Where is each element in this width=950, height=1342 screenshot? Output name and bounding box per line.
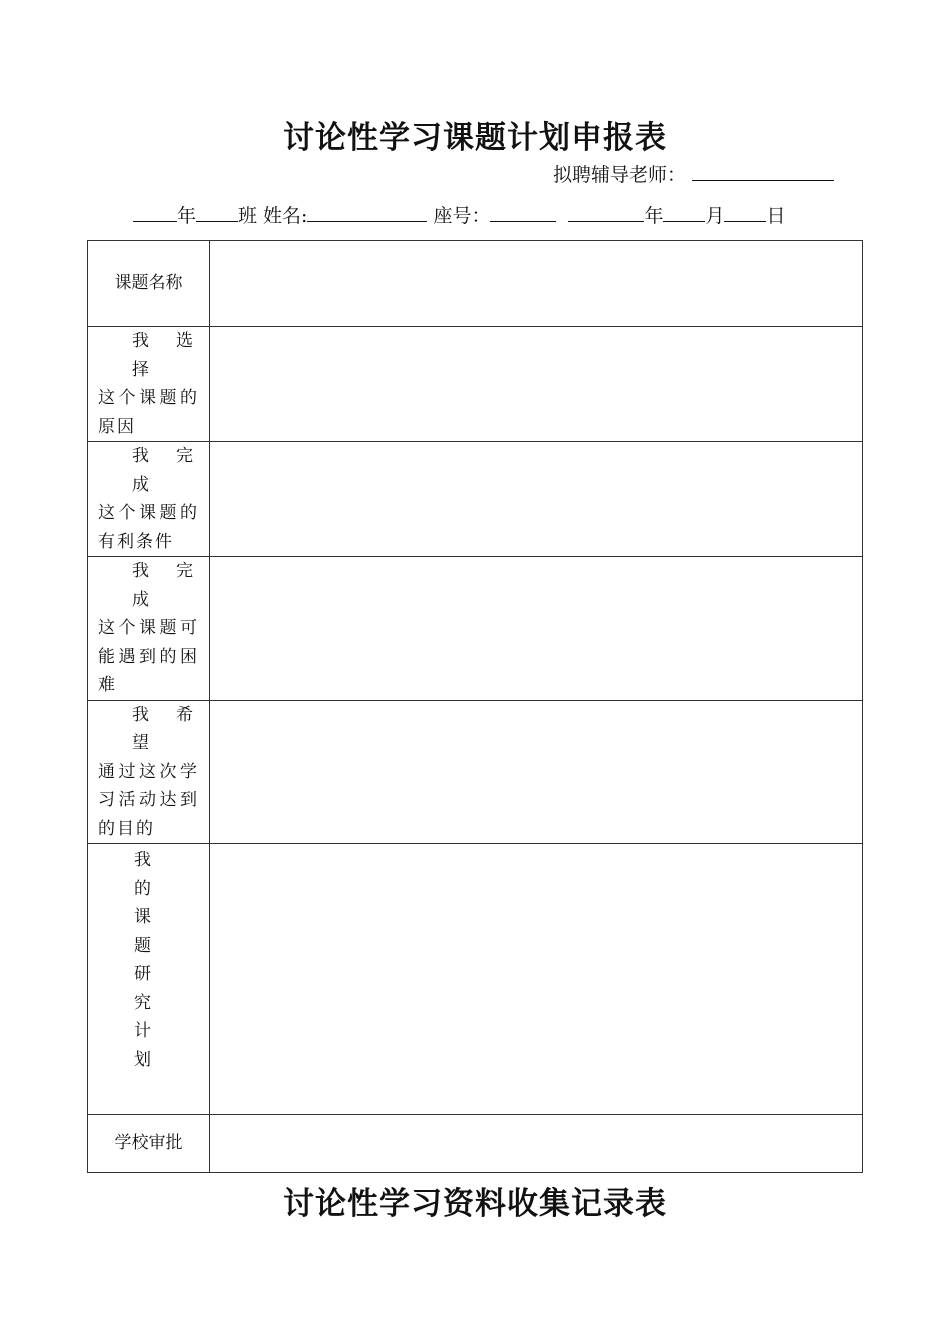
- form-title: 讨论性学习课题计划申报表: [283, 120, 667, 156]
- month-suffix: 月: [705, 205, 725, 227]
- topic-field[interactable]: [210, 241, 863, 327]
- row-label-char: 的: [134, 878, 151, 899]
- table-row: [88, 241, 863, 327]
- row-label-char: 究: [134, 992, 151, 1013]
- second-form-title: 讨论性学习资料收集记录表: [283, 1186, 667, 1222]
- row-label-char: 研: [134, 964, 151, 984]
- row-label-line: 我完成: [132, 446, 199, 495]
- month-blank[interactable]: [663, 201, 705, 222]
- row-label-line: 我希望: [132, 704, 199, 753]
- row-label-char: 计: [134, 1021, 151, 1041]
- row-label-char: 课: [134, 907, 151, 927]
- difficulties-field[interactable]: [210, 557, 863, 701]
- row-label-line: 通过这次学习活动达到的目的: [98, 761, 199, 839]
- year-blank[interactable]: [568, 201, 644, 222]
- day-blank[interactable]: [724, 201, 766, 222]
- class-blank[interactable]: [196, 201, 238, 222]
- table-row: [88, 844, 863, 1115]
- advisor-label: 拟聘辅导老师：: [553, 164, 687, 186]
- day-suffix: 日: [766, 205, 786, 227]
- table-row: [88, 557, 863, 701]
- row-label-line: 我选择: [132, 331, 199, 380]
- row-label-line: 这个课题的原因: [98, 388, 199, 437]
- research-plan-field[interactable]: [210, 844, 863, 1115]
- year-suffix: 年: [644, 205, 664, 227]
- name-blank[interactable]: [307, 201, 427, 222]
- advisor-line: [553, 160, 834, 187]
- table-row: [88, 1115, 863, 1173]
- class-suffix: 班: [238, 205, 258, 227]
- row-label-advantages: [88, 442, 210, 557]
- row-label-line: 这个课题的有利条件: [98, 503, 199, 552]
- student-info-line: [133, 201, 786, 228]
- name-label: 姓名:: [263, 205, 308, 227]
- project-plan-table: [87, 240, 863, 1173]
- row-label-line: 我完成: [132, 561, 199, 610]
- row-label-char: 我: [134, 850, 151, 870]
- grade-blank[interactable]: [133, 201, 177, 222]
- grade-suffix: 年: [177, 205, 197, 227]
- seat-label: 座号：: [433, 205, 491, 227]
- reason-field[interactable]: [210, 327, 863, 442]
- table-row: [88, 700, 863, 844]
- row-label-goals: [88, 700, 210, 844]
- row-label-char: 题: [134, 935, 151, 956]
- advisor-blank[interactable]: [692, 160, 834, 181]
- approval-field[interactable]: [210, 1115, 863, 1173]
- goals-field[interactable]: [210, 700, 863, 844]
- row-label-research-plan: [88, 844, 210, 1115]
- row-label-approval: 学校审批: [88, 1115, 210, 1173]
- row-label-char: 划: [134, 1049, 151, 1070]
- row-label-reason: [88, 327, 210, 442]
- table-row: [88, 327, 863, 442]
- row-label-line: 这个课题可能遇到的困难: [98, 618, 199, 695]
- row-label-difficulties: [88, 557, 210, 701]
- seat-blank[interactable]: [490, 201, 556, 222]
- table-row: [88, 442, 863, 557]
- advantages-field[interactable]: [210, 442, 863, 557]
- row-label-topic: 课题名称: [88, 241, 210, 327]
